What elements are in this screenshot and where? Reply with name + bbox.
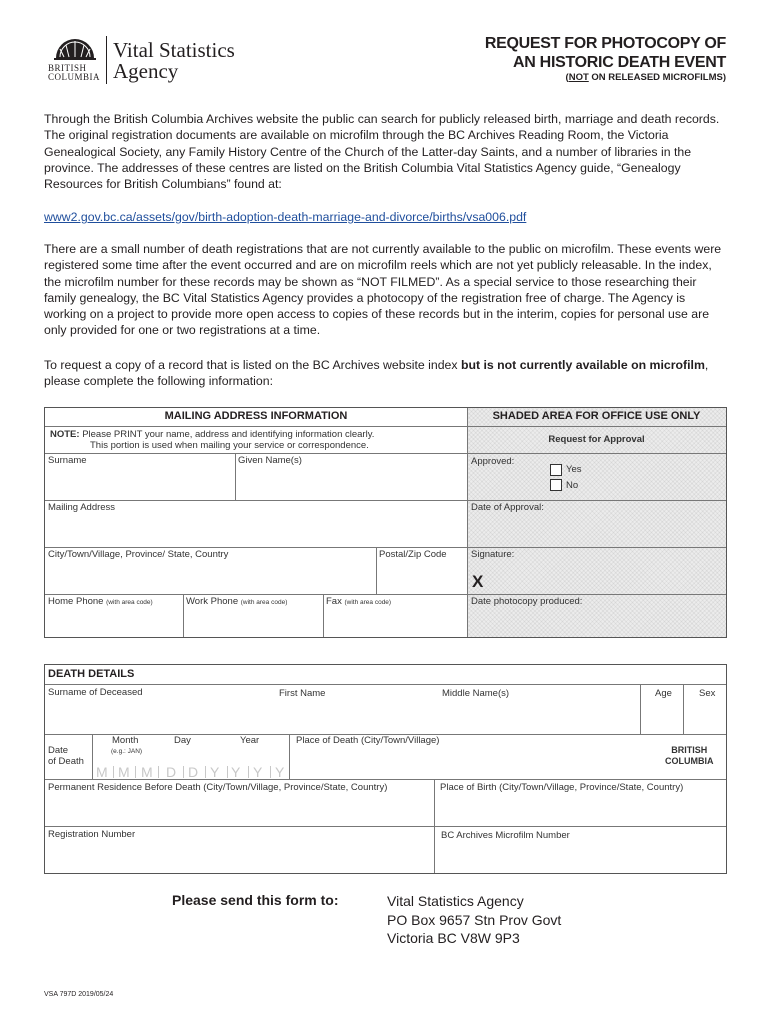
bc-logo [48,36,238,88]
approved-label: Approved: [471,456,515,467]
date-guide-separator [135,766,136,778]
logo-divider [106,36,107,84]
place-of-birth-field[interactable]: Place of Birth (City/Town/Village, Province/State, Country) [440,782,684,793]
date-guide-letter: Y [231,764,241,780]
city-field[interactable]: City/Town/Village, Province/ State, Country [48,549,229,560]
signature-field[interactable]: Signature: [471,549,515,560]
surname-deceased-field[interactable]: Surname of Deceased [48,687,143,698]
date-guide-separator [248,766,249,778]
approved-yes-checkbox[interactable] [550,464,562,476]
mailing-address-section [44,407,727,638]
date-guide-separator [205,766,206,778]
surname-field[interactable]: Surname [48,455,87,466]
request-for-approval-label: Request for Approval [548,434,645,445]
date-guide-separator [227,766,228,778]
date-guide-separator [113,766,114,778]
middle-names-field[interactable]: Middle Name(s) [442,688,510,699]
province-label: BRITISH COLUMBIA [665,745,714,766]
year-label: Year [240,735,260,746]
date-guide-letter: M [96,764,108,780]
given-names-field[interactable]: Given Name(s) [238,455,302,466]
mailing-heading: MAILING ADDRESS INFORMATION [164,410,348,422]
form-title: REQUEST FOR PHOTOCOPY OF AN HISTORIC DEATH EVENT [484,35,726,71]
microfilm-number-field[interactable]: BC Archives Microfilm Number [441,830,570,841]
approved-no-label: No [566,480,579,491]
guide-link-row [44,209,724,225]
form-code: VSA 797D 2019/05/24 [44,991,114,998]
date-of-approval-field[interactable]: Date of Approval: [471,502,544,513]
month-example: (e.g.: JAN) [111,748,143,755]
bc-wordmark: BRITISH COLUMBIA [48,63,101,82]
day-label: Day [174,735,191,746]
intro-paragraph-2: There are a small number of death registrations that are not currently available to the public on microfilm. These events were registered some time after the event occurred and are on microfilm reels which are not yet publicly releasable. In the index, the microfilm number for these records may be shown as “NOT FILMED”. As a special service to those researching their family genealogy, the BC Vital Statistics Agency provides a photocopy of the registration free of charge. The Agency is working on a project to provide more open access to copies of these records but in the interim, copies for personal use are only provided for one or two registrations at a time. [44,242,722,338]
date-guide-separator [183,766,184,778]
registration-number-field[interactable]: Registration Number [48,829,136,840]
mailing-destination: Vital Statistics Agency PO Box 9657 Stn Prov Govt Victoria BC V8W 9P3 [387,893,562,946]
date-guide-letter: Y [275,764,285,780]
guide-link[interactable]: www2.gov.bc.ca/assets/gov/birth-adoption-death-marriage-and-divorce/births/vsa006.pdf [44,210,527,224]
form-subtitle: (NOT ON RELEASED MICROFILMS) [565,72,726,83]
place-of-death-field[interactable]: Place of Death (City/Town/Village) [296,735,440,746]
age-field[interactable]: Age [655,688,672,699]
date-photocopy-field[interactable]: Date photocopy produced: [471,596,583,607]
work-phone-field[interactable]: Work Phone (with area code) [186,596,288,607]
first-name-field[interactable]: First Name [279,688,326,699]
date-guide-separator [158,766,159,778]
fax-field[interactable]: Fax (with area code) [326,596,392,607]
intro-paragraph-1: Through the British Columbia Archives website the public can search for publicly released birth, marriage and death records. The original registration documents are available on microfilm through the BC Archives Reading Room, the Victoria Genealogical Society, any Family History Centre of the Church of the Latter-day Saints, and a number of libraries in the province. The addresses of these centres are listed on the British Columbia Vital Statistics Agency guide, “Genealogy Resources for British Columbians” found at: [44,112,720,192]
sex-field[interactable]: Sex [699,688,716,699]
home-phone-field[interactable]: Home Phone (with area code) [48,596,153,607]
approved-no-checkbox[interactable] [550,479,562,491]
note-text: NOTE: Please PRINT your name, address and identifying information clearly. This portion is used when mailing your service or correspondence. [50,429,375,451]
intro-paragraph-3: To request a copy of a record that is listed on the BC Archives website index but is not currently available on microfilm, please complete the following information: [44,358,709,389]
mailing-address-field[interactable]: Mailing Address [48,502,116,513]
postal-code-field[interactable]: Postal/Zip Code [379,549,447,560]
date-guide-letter: M [141,764,153,780]
send-to-label: Please send this form to: [172,892,339,908]
agency-name: Vital Statistics Agency [113,38,235,83]
permanent-residence-field[interactable]: Permanent Residence Before Death (City/Town/Village, Province/State, Country) [48,782,388,793]
date-guide-letter: Y [210,764,220,780]
approved-yes-label: Yes [566,464,582,475]
date-guide-separator [270,766,271,778]
date-of-death-label: Date of Death [48,745,84,767]
office-heading: SHADED AREA FOR OFFICE USE ONLY [492,410,701,422]
date-guide-letter: Y [253,764,263,780]
month-label: Month [112,735,139,746]
signature-x-mark: X [472,572,484,591]
date-guide-letter: D [166,764,177,780]
date-guide-letter: M [118,764,130,780]
death-details-heading: DEATH DETAILS [48,668,135,680]
sun-crest-icon [54,36,96,62]
date-guide-letter: D [188,764,199,780]
